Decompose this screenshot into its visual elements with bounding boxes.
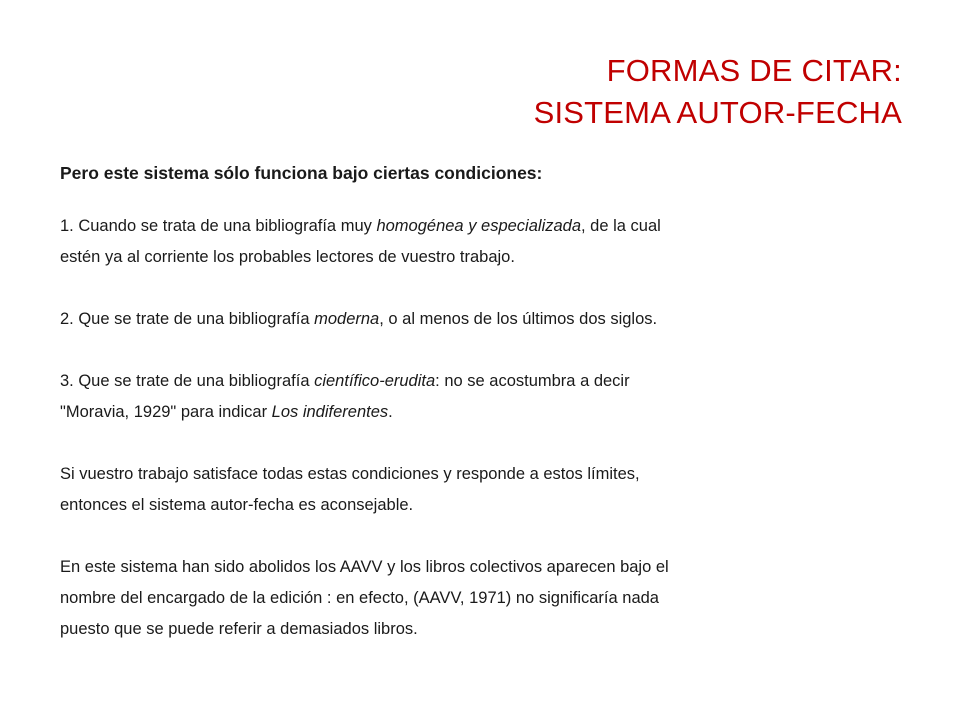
paragraph-line: En este sistema han sido abolidos los AAVV y los libros colectivos aparecen bajo el (60, 558, 669, 576)
paragraph-line: entonces el sistema autor-fecha es aconsejable. (60, 496, 414, 514)
paragraph-line (60, 211, 900, 242)
title-line-2: SISTEMA AUTOR-FECHA (533, 95, 902, 130)
paragraph-condition-2 (60, 304, 900, 335)
paragraph-line (60, 366, 900, 397)
paragraph-condition-1 (60, 211, 900, 273)
text-run: 1. Cuando se trata de una bibliografía muy (60, 217, 377, 235)
text-run: , o al menos de los últimos dos siglos. (379, 310, 658, 328)
paragraph-conclusion (60, 459, 900, 521)
text-run: 3. Que se trate de una bibliografía (60, 372, 315, 390)
paragraph-condition-3 (60, 366, 900, 428)
slide-title (534, 50, 902, 134)
text-run: "Moravia, 1929" para indicar (60, 403, 272, 421)
emphasis-text: científico-erudita (314, 372, 436, 390)
emphasis-text: Los indiferentes (271, 403, 389, 421)
text-run: : no se acostumbra a decir (435, 372, 630, 390)
slide-body (60, 158, 900, 676)
title-line-1: FORMAS DE CITAR: (606, 53, 902, 88)
subheading: Pero este sistema sólo funciona bajo ciertas condiciones: (60, 163, 543, 183)
text-run: . (388, 403, 393, 421)
paragraph-line: nombre del encargado de la edición : en efecto, (AAVV, 1971) no significaría nada (60, 589, 659, 607)
paragraph-line (60, 304, 900, 335)
emphasis-text: homogénea y especializada (376, 217, 582, 235)
paragraph-line: puesto que se puede referir a demasiados libros. (60, 620, 418, 638)
text-run: , de la cual (581, 217, 661, 235)
paragraph-line: estén ya al corriente los probables lectores de vuestro trabajo. (60, 248, 515, 266)
paragraph-line (60, 397, 900, 428)
paragraph-aavv (60, 552, 900, 645)
paragraph-line: Si vuestro trabajo satisface todas estas condiciones y responde a estos límites, (60, 465, 640, 483)
text-run: 2. Que se trate de una bibliografía (60, 310, 315, 328)
emphasis-text: moderna (314, 310, 380, 328)
